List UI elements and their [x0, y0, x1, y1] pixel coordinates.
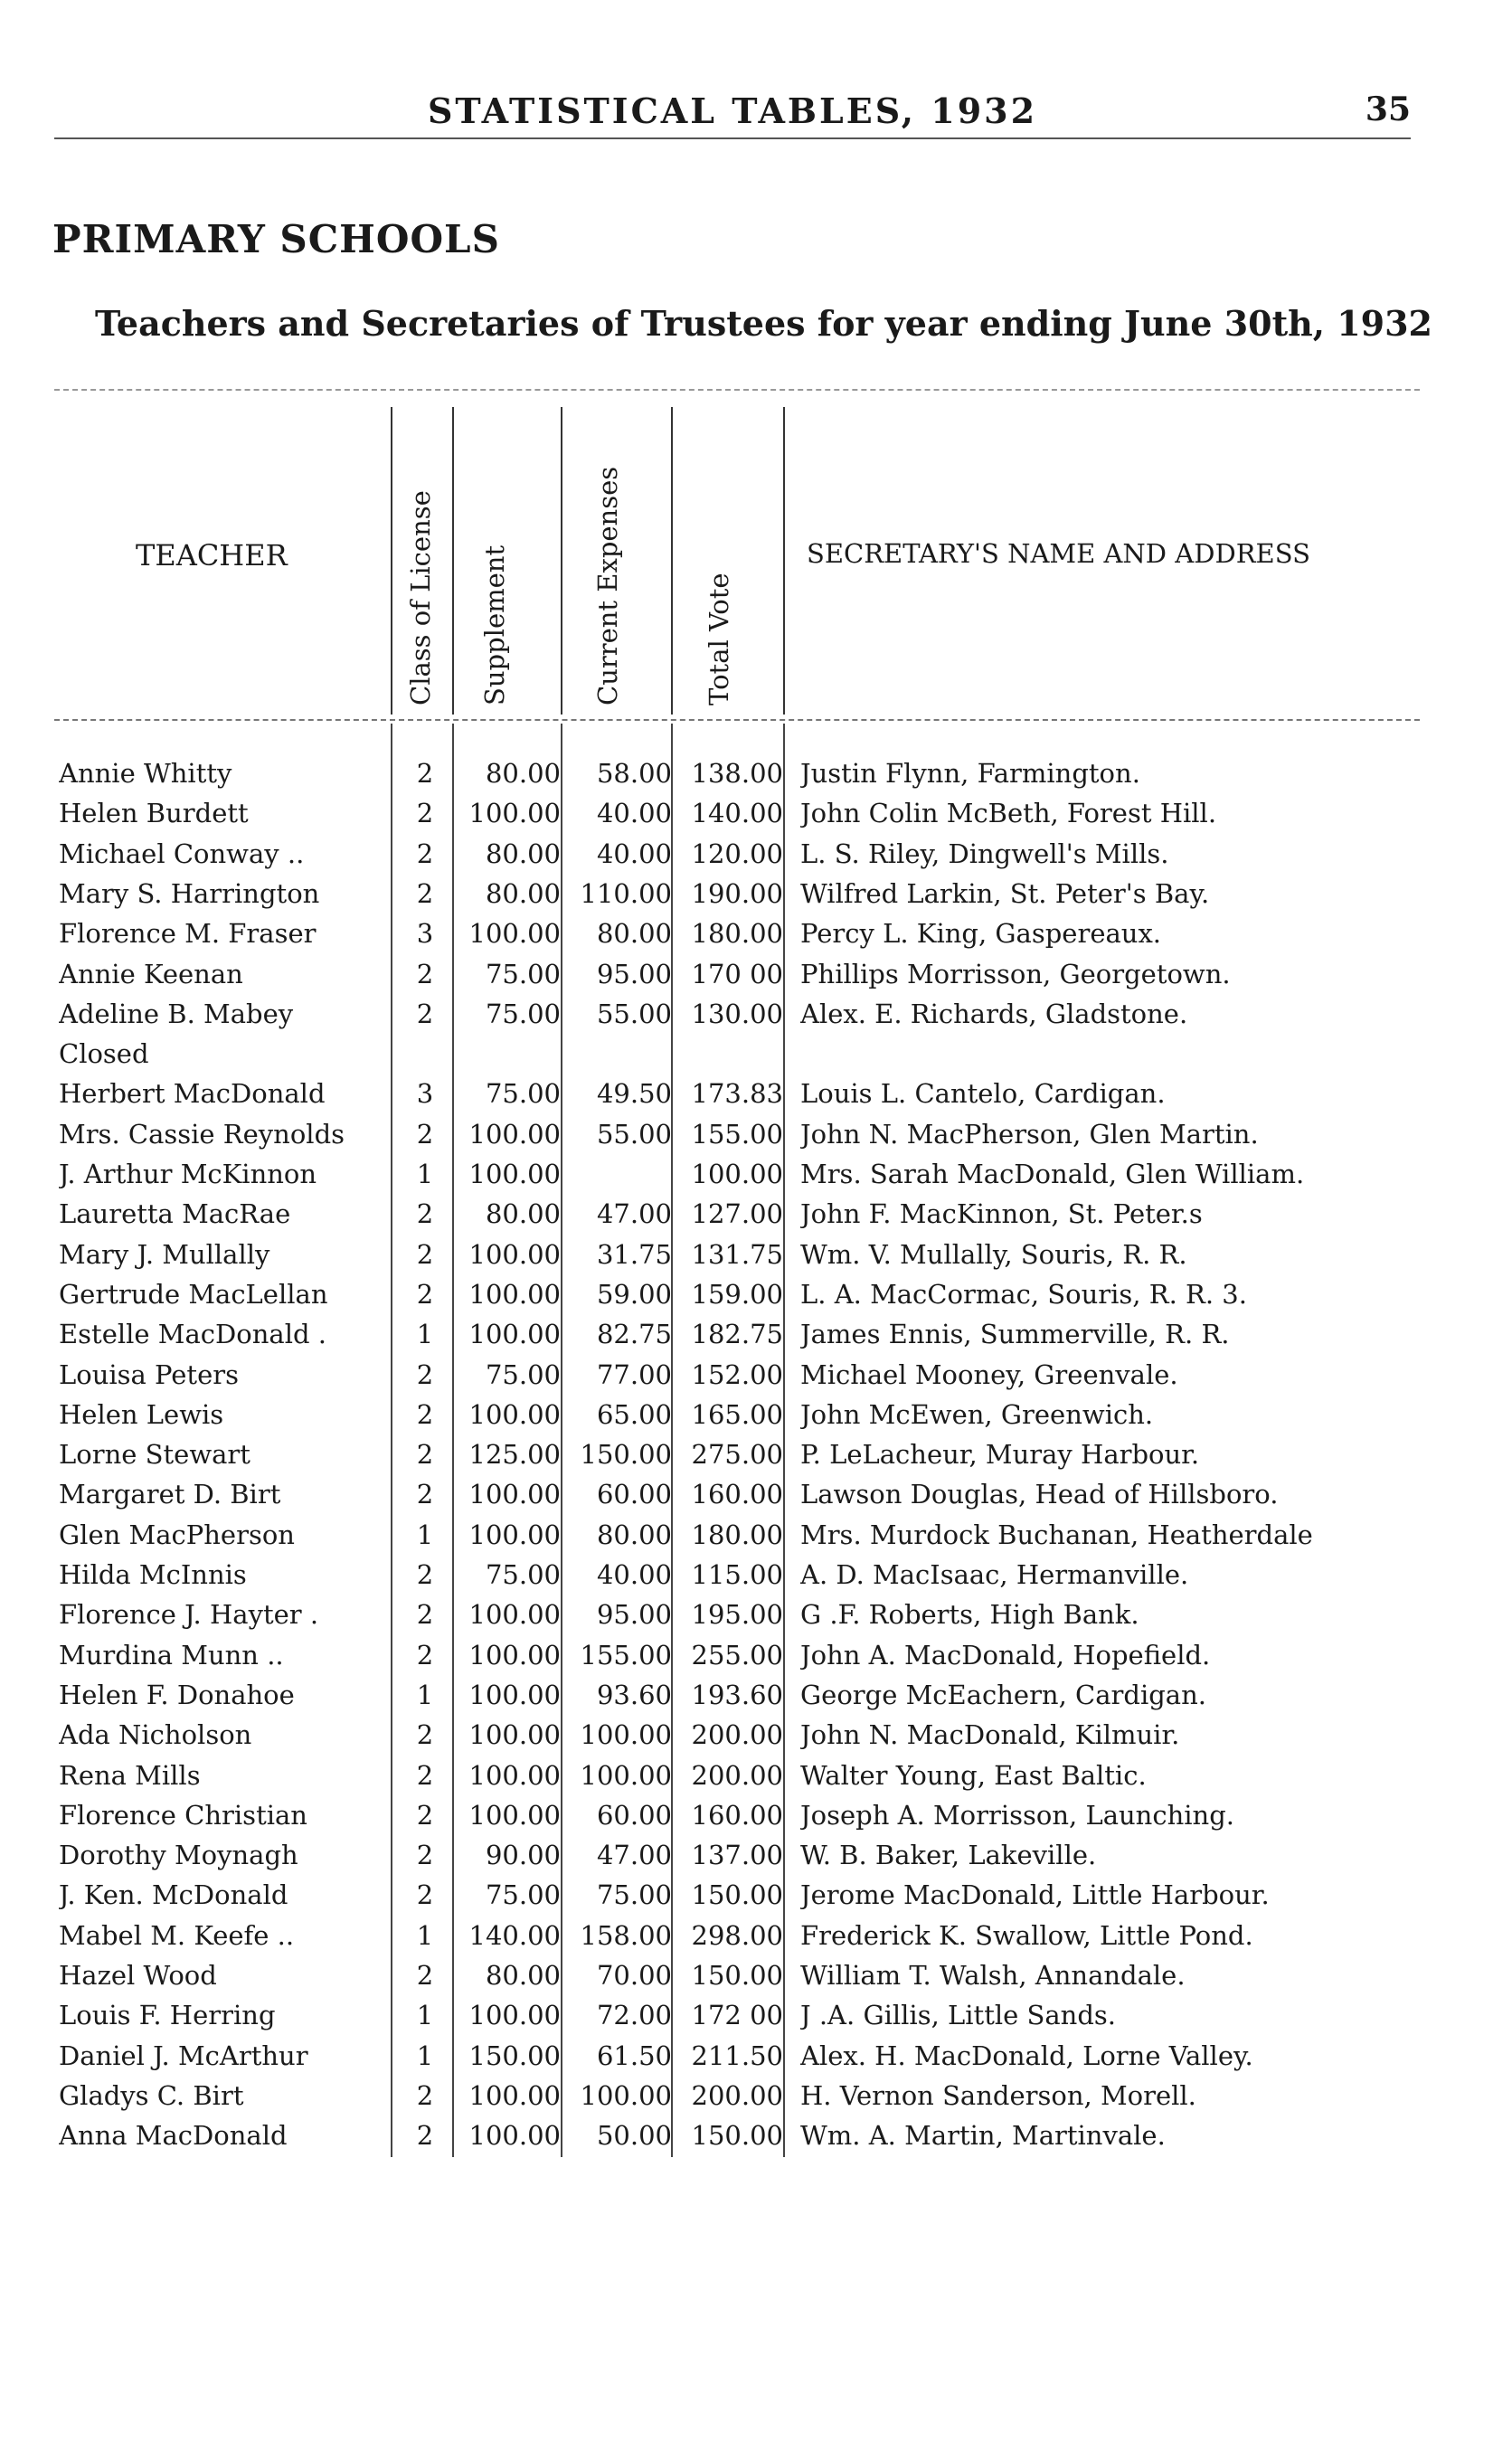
secretary-cell: John A. MacDonald, Hopefield.: [800, 1639, 1211, 1671]
table-row: [0, 1680, 1512, 1719]
secretary-cell: John N. MacDonald, Kilmuir.: [800, 1719, 1180, 1751]
total-vote-cell: 193.60: [691, 1679, 783, 1710]
supplement-cell: 100.00: [468, 1238, 561, 1270]
license-class-cell: 2: [416, 1398, 434, 1430]
total-vote-cell: 150.00: [691, 2120, 783, 2152]
supplement-cell: 100.00: [468, 1479, 561, 1510]
header-total-vote: Total Vote: [704, 573, 734, 705]
secretary-cell: John Colin McBeth, Forest Hill.: [800, 798, 1217, 829]
total-vote-cell: 155.00: [691, 1118, 783, 1150]
secretary-cell: Justin Flynn, Farmington.: [800, 758, 1140, 789]
teacher-name-cell: Adeline B. Mabey: [59, 998, 294, 1029]
total-vote-cell: 160.00: [691, 1479, 783, 1510]
current-expenses-cell: 100.00: [580, 1759, 672, 1791]
total-vote-cell: 180.00: [691, 1519, 783, 1550]
table-row: [0, 2120, 1512, 2160]
table-row: [0, 798, 1512, 838]
license-class-cell: 1: [416, 2000, 434, 2031]
total-vote-cell: 115.00: [691, 1559, 783, 1590]
supplement-cell: 100.00: [468, 2079, 561, 2111]
secretary-cell: Phillips Morrisson, Georgetown.: [800, 958, 1231, 989]
teacher-name-cell: Hazel Wood: [59, 1960, 217, 1991]
secretary-cell: Jerome MacDonald, Little Harbour.: [800, 1879, 1270, 1911]
current-expenses-cell: 49.50: [596, 1078, 672, 1110]
teacher-name-cell: Dorothy Moynagh: [59, 1840, 298, 1871]
teacher-name-cell: Gladys C. Birt: [59, 2079, 244, 2111]
header-separator: [391, 407, 392, 715]
teacher-name-cell: Gertrude MacLellan: [59, 1278, 328, 1310]
table-row: [0, 1399, 1512, 1439]
supplement-cell: 80.00: [485, 838, 561, 869]
supplement-cell: 75.00: [485, 1358, 561, 1390]
total-vote-cell: 165.00: [691, 1398, 783, 1430]
table-row: [0, 1599, 1512, 1639]
supplement-cell: 100.00: [468, 1639, 561, 1671]
supplement-cell: 75.00: [485, 1559, 561, 1590]
table-row: [0, 1719, 1512, 1759]
total-vote-cell: 172 00: [691, 2000, 783, 2031]
current-expenses-cell: 60.00: [596, 1479, 672, 1510]
supplement-cell: 100.00: [468, 1599, 561, 1631]
secretary-cell: Percy L. King, Gaspereaux.: [800, 918, 1162, 950]
teacher-name-cell: Rena Mills: [59, 1759, 201, 1791]
secretary-cell: Wilfred Larkin, St. Peter's Bay.: [800, 877, 1210, 909]
license-class-cell: 2: [416, 1759, 434, 1791]
current-expenses-cell: 58.00: [596, 758, 672, 789]
secretary-cell: H. Vernon Sanderson, Morell.: [800, 2079, 1196, 2111]
current-expenses-cell: 158.00: [580, 1919, 672, 1951]
teacher-name-cell: Anna MacDonald: [59, 2120, 288, 2152]
page-number: 35: [1365, 90, 1411, 128]
license-class-cell: 2: [416, 1960, 434, 1991]
current-expenses-cell: 55.00: [596, 1118, 672, 1150]
license-class-cell: 3: [416, 1078, 434, 1110]
current-expenses-cell: 50.00: [596, 2120, 672, 2152]
license-class-cell: 2: [416, 1278, 434, 1310]
license-class-cell: 2: [416, 958, 434, 989]
table-row: [0, 1319, 1512, 1358]
header-separator: [783, 407, 785, 715]
license-class-cell: 1: [416, 1919, 434, 1951]
total-vote-cell: 160.00: [691, 1799, 783, 1831]
supplement-cell: 100.00: [468, 798, 561, 829]
current-expenses-cell: 72.00: [596, 2000, 672, 2031]
teacher-name-cell: Florence J. Hayter .: [59, 1599, 319, 1631]
total-vote-cell: 138.00: [691, 758, 783, 789]
license-class-cell: 2: [416, 998, 434, 1029]
current-expenses-cell: 80.00: [596, 1519, 672, 1550]
secretary-cell: Alex. H. MacDonald, Lorne Valley.: [800, 2040, 1253, 2071]
header-supplement: Supplement: [479, 544, 510, 705]
license-class-cell: 2: [416, 1799, 434, 1831]
teacher-name-cell: Daniel J. McArthur: [59, 2040, 308, 2071]
license-class-cell: 2: [416, 1439, 434, 1471]
current-expenses-cell: 95.00: [596, 958, 672, 989]
current-expenses-cell: 82.75: [596, 1319, 672, 1350]
secretary-cell: G .F. Roberts, High Bank.: [800, 1599, 1139, 1631]
table-row: [0, 1760, 1512, 1800]
current-expenses-cell: 55.00: [596, 998, 672, 1029]
teacher-name-cell: Murdina Munn ..: [59, 1639, 284, 1671]
total-vote-cell: 120.00: [691, 838, 783, 869]
current-expenses-cell: 110.00: [580, 877, 672, 909]
table-row: [0, 1640, 1512, 1680]
header-teacher: TEACHER: [136, 538, 288, 573]
header-class-of-license: Class of License: [405, 490, 436, 705]
current-expenses-cell: 70.00: [596, 1960, 672, 1991]
table-row: [0, 1920, 1512, 1960]
supplement-cell: 75.00: [485, 958, 561, 989]
table-row: [0, 1279, 1512, 1319]
teacher-name-cell: Florence M. Fraser: [59, 918, 317, 950]
current-expenses-cell: 95.00: [596, 1599, 672, 1631]
total-vote-cell: 200.00: [691, 1719, 783, 1751]
teacher-name-cell: Louisa Peters: [59, 1358, 239, 1390]
supplement-cell: 100.00: [468, 1278, 561, 1310]
supplement-cell: 140.00: [468, 1919, 561, 1951]
teacher-name-cell: Closed: [59, 1038, 149, 1070]
current-expenses-cell: 100.00: [580, 1719, 672, 1751]
teacher-name-cell: Estelle MacDonald .: [59, 1319, 326, 1350]
secretary-cell: Mrs. Murdock Buchanan, Heatherdale: [800, 1519, 1313, 1550]
table-top-rule: [54, 389, 1420, 391]
current-expenses-cell: 100.00: [580, 2079, 672, 2111]
total-vote-cell: 200.00: [691, 1759, 783, 1791]
license-class-cell: 2: [416, 1118, 434, 1150]
supplement-cell: 75.00: [485, 1879, 561, 1911]
supplement-cell: 100.00: [468, 1519, 561, 1550]
teacher-name-cell: Helen F. Donahoe: [59, 1679, 295, 1710]
current-expenses-cell: 40.00: [596, 798, 672, 829]
supplement-cell: 100.00: [468, 2000, 561, 2031]
secretary-cell: Joseph A. Morrisson, Launching.: [800, 1799, 1235, 1831]
secretary-cell: Lawson Douglas, Head of Hillsboro.: [800, 1479, 1279, 1510]
teacher-name-cell: Mary S. Harrington: [59, 877, 320, 909]
table-row: [0, 1159, 1512, 1198]
secretary-cell: W. B. Baker, Lakeville.: [800, 1840, 1097, 1871]
current-expenses-cell: 47.00: [596, 1840, 672, 1871]
current-expenses-cell: 93.60: [596, 1679, 672, 1710]
table-row: [0, 1239, 1512, 1279]
license-class-cell: 3: [416, 918, 434, 950]
teacher-name-cell: Helen Burdett: [59, 798, 249, 829]
total-vote-cell: 140.00: [691, 798, 783, 829]
total-vote-cell: 100.00: [691, 1159, 783, 1189]
secretary-cell: Louis L. Cantelo, Cardigan.: [800, 1078, 1166, 1110]
supplement-cell: 100.00: [468, 1719, 561, 1751]
supplement-cell: 75.00: [485, 998, 561, 1029]
teacher-name-cell: J. Ken. McDonald: [59, 1879, 288, 1911]
license-class-cell: 2: [416, 1840, 434, 1871]
supplement-cell: 80.00: [485, 1198, 561, 1230]
license-class-cell: 2: [416, 1599, 434, 1631]
license-class-cell: 2: [416, 1238, 434, 1270]
page-header: [54, 83, 1411, 139]
teacher-name-cell: Annie Keenan: [59, 958, 243, 989]
header-secretary: SECRETARY'S NAME AND ADDRESS: [807, 538, 1310, 569]
teacher-name-cell: Lorne Stewart: [59, 1439, 250, 1471]
license-class-cell: 1: [416, 1519, 434, 1550]
table-row: [0, 838, 1512, 878]
current-expenses-cell: 40.00: [596, 1559, 672, 1590]
total-vote-cell: 255.00: [691, 1639, 783, 1671]
table-row: [0, 2040, 1512, 2080]
table-row: [0, 918, 1512, 958]
secretary-cell: Mrs. Sarah MacDonald, Glen William.: [800, 1159, 1305, 1189]
total-vote-cell: 127.00: [691, 1198, 783, 1230]
table-row: [0, 1119, 1512, 1159]
total-vote-cell: 173.83: [691, 1078, 783, 1110]
teacher-name-cell: Mrs. Cassie Reynolds: [59, 1118, 345, 1150]
total-vote-cell: 200.00: [691, 2079, 783, 2111]
license-class-cell: 1: [416, 2040, 434, 2071]
supplement-cell: 150.00: [468, 2040, 561, 2071]
teacher-name-cell: Lauretta MacRae: [59, 1198, 291, 1230]
supplement-cell: 100.00: [468, 2120, 561, 2152]
license-class-cell: 1: [416, 1159, 434, 1189]
teacher-name-cell: Ada Nicholson: [59, 1719, 252, 1751]
license-class-cell: 1: [416, 1319, 434, 1350]
table-row: [0, 999, 1512, 1038]
total-vote-cell: 152.00: [691, 1358, 783, 1390]
license-class-cell: 2: [416, 1719, 434, 1751]
table-row: [0, 1479, 1512, 1519]
table-subtitle: Teachers and Secretaries of Trustees for year ending June 30th, 1932: [95, 303, 1432, 344]
secretary-cell: John N. MacPherson, Glen Martin.: [800, 1118, 1259, 1150]
total-vote-cell: 182.75: [691, 1319, 783, 1350]
current-expenses-cell: 65.00: [596, 1398, 672, 1430]
table-row: [0, 1559, 1512, 1599]
secretary-cell: James Ennis, Summerville, R. R.: [800, 1319, 1230, 1350]
table-row: [0, 2000, 1512, 2040]
secretary-cell: J .A. Gillis, Little Sands.: [800, 2000, 1117, 2031]
secretary-cell: Alex. E. Richards, Gladstone.: [800, 998, 1188, 1029]
teacher-name-cell: J. Arthur McKinnon: [59, 1159, 317, 1189]
current-expenses-cell: 59.00: [596, 1278, 672, 1310]
current-expenses-cell: 60.00: [596, 1799, 672, 1831]
table-row: [0, 1879, 1512, 1919]
teacher-name-cell: Mabel M. Keefe ..: [59, 1919, 295, 1951]
license-class-cell: 1: [416, 1679, 434, 1710]
secretary-cell: A. D. MacIsaac, Hermanville.: [800, 1559, 1189, 1590]
header-separator: [671, 407, 673, 715]
supplement-cell: 100.00: [468, 918, 561, 950]
total-vote-cell: 211.50: [691, 2040, 783, 2071]
supplement-cell: 100.00: [468, 1319, 561, 1350]
current-expenses-cell: 61.50: [596, 2040, 672, 2071]
table-row: [0, 1038, 1512, 1078]
secretary-cell: Walter Young, East Baltic.: [800, 1759, 1147, 1791]
current-expenses-cell: 155.00: [580, 1639, 672, 1671]
secretary-cell: Frederick K. Swallow, Little Pond.: [800, 1919, 1253, 1951]
license-class-cell: 2: [416, 877, 434, 909]
license-class-cell: 2: [416, 758, 434, 789]
total-vote-cell: 131.75: [691, 1238, 783, 1270]
table-row: [0, 1078, 1512, 1118]
table-row: [0, 758, 1512, 798]
teacher-name-cell: Mary J. Mullally: [59, 1238, 270, 1270]
teacher-name-cell: Annie Whitty: [59, 758, 232, 789]
current-expenses-cell: 150.00: [580, 1439, 672, 1471]
license-class-cell: 2: [416, 1879, 434, 1911]
total-vote-cell: 150.00: [691, 1879, 783, 1911]
license-class-cell: 2: [416, 1559, 434, 1590]
table-row: [0, 1359, 1512, 1399]
current-expenses-cell: 77.00: [596, 1358, 672, 1390]
secretary-cell: Michael Mooney, Greenvale.: [800, 1358, 1178, 1390]
secretary-cell: John McEwen, Greenwich.: [800, 1398, 1154, 1430]
secretary-cell: George McEachern, Cardigan.: [800, 1679, 1206, 1710]
table-row: [0, 1439, 1512, 1479]
total-vote-cell: 159.00: [691, 1278, 783, 1310]
current-expenses-cell: 80.00: [596, 918, 672, 950]
supplement-cell: 80.00: [485, 758, 561, 789]
total-vote-cell: 150.00: [691, 1960, 783, 1991]
secretary-cell: William T. Walsh, Annandale.: [800, 1960, 1186, 1991]
license-class-cell: 2: [416, 838, 434, 869]
table-row: [0, 1960, 1512, 2000]
supplement-cell: 80.00: [485, 1960, 561, 1991]
supplement-cell: 100.00: [468, 1679, 561, 1710]
supplement-cell: 100.00: [468, 1759, 561, 1791]
license-class-cell: 2: [416, 798, 434, 829]
table-row: [0, 1800, 1512, 1840]
header-current-expenses: Current Expenses: [592, 466, 623, 705]
table-row: [0, 2080, 1512, 2120]
total-vote-cell: 298.00: [691, 1919, 783, 1951]
license-class-cell: 2: [416, 1358, 434, 1390]
table-row: [0, 878, 1512, 918]
total-vote-cell: 275.00: [691, 1439, 783, 1471]
running-title: STATISTICAL TABLES, 1932: [427, 90, 1038, 131]
teacher-name-cell: Margaret D. Birt: [59, 1479, 281, 1510]
supplement-cell: 100.00: [468, 1398, 561, 1430]
header-separator: [561, 407, 562, 715]
table-row: [0, 1519, 1512, 1559]
current-expenses-cell: 31.75: [596, 1238, 672, 1270]
supplement-cell: 100.00: [468, 1159, 561, 1189]
secretary-cell: John F. MacKinnon, St. Peter.s: [800, 1198, 1203, 1230]
supplement-cell: 100.00: [468, 1118, 561, 1150]
secretary-cell: L. S. Riley, Dingwell's Mills.: [800, 838, 1169, 869]
teacher-name-cell: Michael Conway ..: [59, 838, 305, 869]
total-vote-cell: 190.00: [691, 877, 783, 909]
section-title: PRIMARY SCHOOLS: [52, 217, 500, 261]
table-row: [0, 1840, 1512, 1879]
license-class-cell: 2: [416, 1639, 434, 1671]
supplement-cell: 75.00: [485, 1078, 561, 1110]
supplement-cell: 100.00: [468, 1799, 561, 1831]
table-row: [0, 1198, 1512, 1238]
secretary-cell: P. LeLacheur, Muray Harbour.: [800, 1439, 1200, 1471]
header-separator: [452, 407, 454, 715]
table-row: [0, 959, 1512, 999]
secretary-cell: Wm. V. Mullally, Souris, R. R.: [800, 1238, 1187, 1270]
header-bottom-rule: [54, 719, 1420, 721]
teacher-name-cell: Glen MacPherson: [59, 1519, 295, 1550]
supplement-cell: 125.00: [468, 1439, 561, 1471]
teacher-name-cell: Florence Christian: [59, 1799, 307, 1831]
total-vote-cell: 195.00: [691, 1599, 783, 1631]
teacher-name-cell: Herbert MacDonald: [59, 1078, 326, 1110]
teacher-name-cell: Louis F. Herring: [59, 2000, 276, 2031]
total-vote-cell: 180.00: [691, 918, 783, 950]
supplement-cell: 90.00: [485, 1840, 561, 1871]
total-vote-cell: 137.00: [691, 1840, 783, 1871]
total-vote-cell: 170 00: [691, 958, 783, 989]
teacher-name-cell: Hilda McInnis: [59, 1559, 247, 1590]
license-class-cell: 2: [416, 2079, 434, 2111]
current-expenses-cell: 40.00: [596, 838, 672, 869]
supplement-cell: 80.00: [485, 877, 561, 909]
license-class-cell: 2: [416, 2120, 434, 2152]
secretary-cell: Wm. A. Martin, Martinvale.: [800, 2120, 1166, 2152]
secretary-cell: L. A. MacCormac, Souris, R. R. 3.: [800, 1278, 1247, 1310]
teacher-name-cell: Helen Lewis: [59, 1398, 224, 1430]
current-expenses-cell: 75.00: [596, 1879, 672, 1911]
license-class-cell: 2: [416, 1198, 434, 1230]
total-vote-cell: 130.00: [691, 998, 783, 1029]
license-class-cell: 2: [416, 1479, 434, 1510]
current-expenses-cell: 47.00: [596, 1198, 672, 1230]
